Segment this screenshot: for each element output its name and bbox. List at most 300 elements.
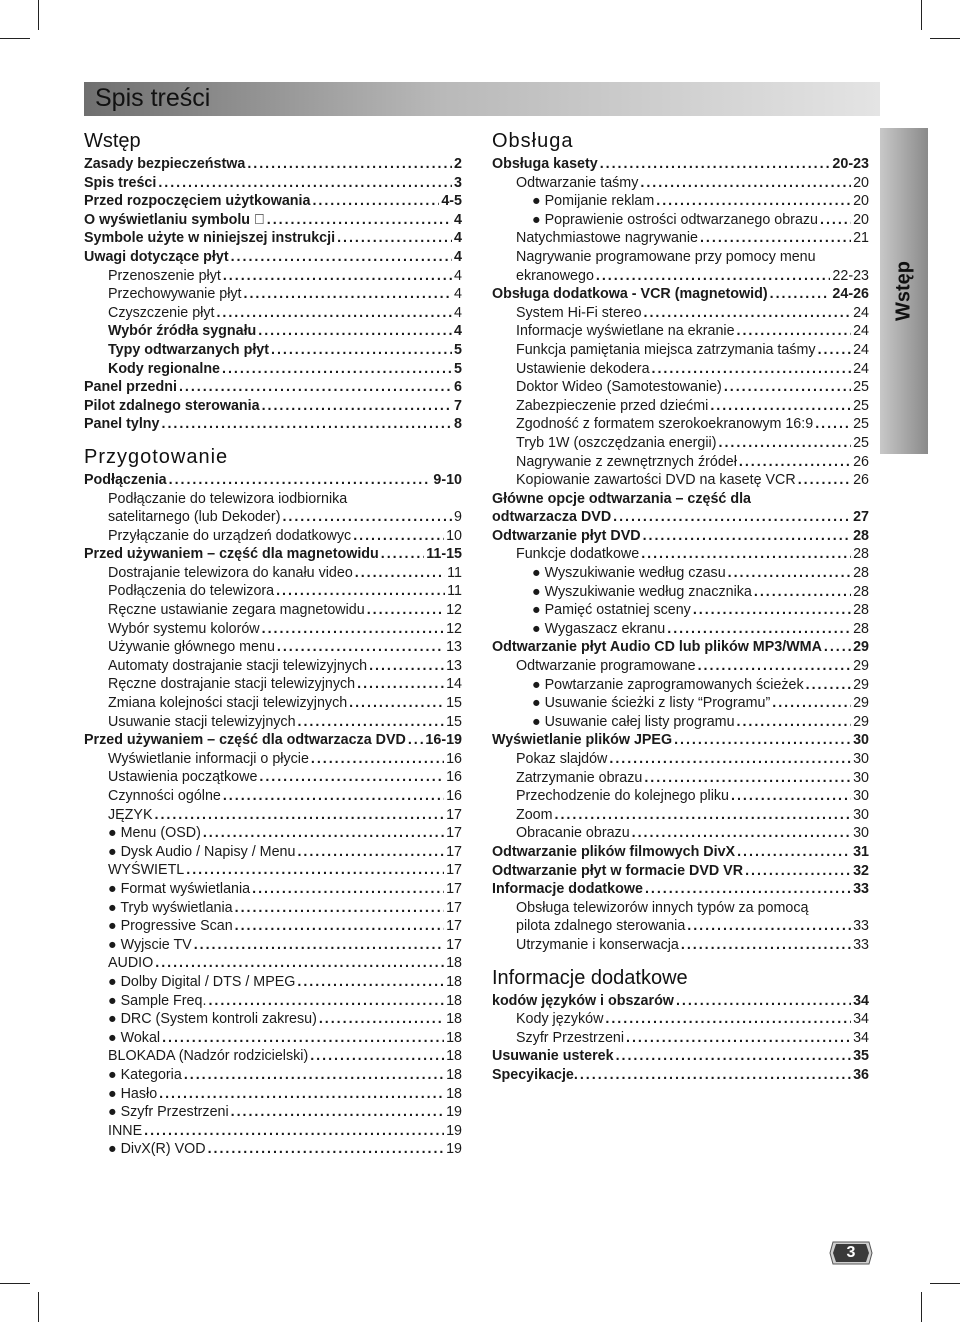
dot-leader bbox=[698, 657, 851, 676]
toc-entry-page: 24 bbox=[853, 341, 869, 358]
toc-entry bbox=[84, 285, 462, 304]
dot-leader bbox=[353, 527, 444, 546]
dot-leader bbox=[674, 731, 851, 750]
toc-entry-title: Czynności ogólne bbox=[108, 788, 221, 804]
toc-entry-page: 4 bbox=[454, 323, 462, 340]
toc-entry-title: Zatrzymanie obrazu bbox=[516, 769, 643, 786]
toc-entry-title: Przenoszenie płyt bbox=[108, 267, 221, 284]
toc-entry-title: Szyfr Przestrzeni bbox=[516, 1029, 625, 1046]
toc-entry-title: Usuwanie usterek bbox=[492, 1048, 614, 1065]
dot-leader bbox=[737, 322, 852, 341]
dot-leader bbox=[216, 304, 452, 323]
dot-leader bbox=[772, 694, 851, 713]
toc-entry-page: 11 bbox=[447, 564, 462, 581]
toc-entry bbox=[84, 341, 462, 360]
dot-leader bbox=[155, 954, 444, 973]
section-spacer bbox=[84, 434, 462, 443]
dot-leader bbox=[645, 880, 851, 899]
section-heading: Informacje dodatkowe bbox=[492, 966, 688, 989]
toc-entry bbox=[492, 285, 869, 304]
toc-entry-page: 18 bbox=[446, 973, 462, 990]
toc-entry-page: 17 bbox=[446, 862, 462, 879]
toc-entry-page: 29 bbox=[853, 713, 869, 730]
crop-mark bbox=[930, 1283, 960, 1284]
toc-entry bbox=[84, 675, 462, 694]
toc-entry-title: Wybór systemu kolorów bbox=[108, 620, 260, 637]
toc-entry-page: 17 bbox=[446, 825, 462, 842]
toc-entry bbox=[492, 824, 869, 843]
toc-entry-page: 18 bbox=[446, 1085, 462, 1102]
toc-entry-title: Dostrajanie telewizora do kanału video bbox=[108, 564, 353, 581]
toc-entry-page: 35 bbox=[853, 1048, 869, 1065]
toc-entry-page: 28 bbox=[853, 546, 869, 563]
toc-entry bbox=[84, 843, 462, 862]
toc-entry-page: 24 bbox=[853, 304, 869, 321]
toc-entry-page: 29 bbox=[853, 639, 869, 656]
toc-entry-page: 15 bbox=[446, 695, 462, 712]
dot-leader bbox=[798, 471, 851, 490]
toc-entry-page: 25 bbox=[853, 397, 869, 414]
toc-entry-page: 2 bbox=[454, 156, 462, 172]
dot-leader bbox=[632, 824, 851, 843]
toc-entry-page: 19 bbox=[446, 1141, 462, 1158]
toc-entry-page: 28 bbox=[853, 583, 869, 600]
toc-entry-title: Ręczne dostrajanie stacji telewizyjnych bbox=[108, 676, 356, 693]
dot-leader bbox=[159, 1085, 444, 1104]
toc-entry bbox=[84, 545, 462, 564]
toc-entry bbox=[492, 750, 869, 769]
toc-entry-title: ● Wyszukiwanie według czasu bbox=[532, 565, 726, 582]
dot-leader bbox=[667, 620, 851, 639]
toc-entry-page: 6 bbox=[454, 379, 462, 396]
toc-entry-title: Doktor Wideo (Samotestowanie) bbox=[516, 379, 722, 396]
toc-entry-page: 30 bbox=[853, 751, 869, 767]
toc-entry-page: 33 bbox=[853, 936, 869, 953]
toc-entry bbox=[492, 155, 869, 174]
dot-leader bbox=[184, 1066, 444, 1085]
toc-entry-title: ekranowego bbox=[516, 267, 594, 284]
toc-entry-page: 27 bbox=[853, 509, 869, 526]
toc-entry-page: 11-15 bbox=[426, 546, 462, 563]
toc-entry bbox=[84, 620, 462, 639]
toc-entry-title: Obsługa kasety bbox=[492, 156, 598, 172]
toc-entry bbox=[492, 360, 869, 379]
toc-entry-page: 18 bbox=[446, 1029, 462, 1046]
dot-leader bbox=[271, 341, 452, 360]
dot-leader bbox=[194, 936, 444, 955]
toc-entry-title: Ustawienie dekodera bbox=[516, 360, 650, 377]
toc-entry-title: ● Powtarzanie zaprogramowanych ścieżek bbox=[532, 676, 804, 693]
toc-entry-page: 4 bbox=[454, 230, 462, 247]
dot-leader bbox=[203, 824, 444, 843]
toc-entry bbox=[492, 192, 869, 211]
toc-entry-title: ● Progressive Scan bbox=[108, 918, 233, 935]
dot-leader bbox=[231, 248, 452, 267]
toc-entry bbox=[84, 694, 462, 713]
toc-entry-title: ● DRC (System kontroli zakresu) bbox=[108, 1011, 317, 1028]
toc-entry-title: Kody języków bbox=[516, 1011, 604, 1028]
dot-leader bbox=[652, 360, 852, 379]
dot-leader bbox=[381, 545, 424, 564]
toc-entry-page: 4 bbox=[454, 248, 462, 265]
toc-entry-title: Przed używaniem – część dla odtwarzacza DVD bbox=[84, 732, 406, 749]
toc-entry bbox=[84, 713, 462, 732]
toc-entry bbox=[492, 769, 869, 788]
toc-entry-page: 29 bbox=[853, 676, 869, 693]
toc-entry bbox=[84, 936, 462, 955]
dot-leader bbox=[311, 750, 444, 769]
dot-leader bbox=[710, 397, 851, 416]
dot-leader bbox=[644, 769, 851, 788]
toc-entry-title: Typy odtwarzanych płyt bbox=[108, 341, 270, 358]
toc-entry bbox=[492, 638, 869, 657]
toc-entry-title: Ręczne ustawianie zegara magnetowidu bbox=[108, 602, 365, 619]
toc-entry bbox=[492, 657, 869, 676]
crop-mark bbox=[0, 38, 30, 39]
toc-entry bbox=[492, 1066, 869, 1085]
dot-leader bbox=[267, 211, 452, 230]
header-bar bbox=[84, 82, 880, 116]
toc-entry-title: Nagrywanie programowane przy pomocy menu bbox=[516, 248, 816, 265]
dot-leader bbox=[155, 806, 445, 825]
toc-left-column bbox=[84, 127, 462, 1159]
dot-leader bbox=[609, 750, 851, 769]
toc-entry-page: 29 bbox=[853, 695, 869, 712]
dot-leader bbox=[231, 1103, 444, 1122]
toc-entry-title: Pokaz slajdów bbox=[516, 751, 608, 767]
toc-entry-page: 7 bbox=[454, 397, 462, 414]
toc-entry bbox=[492, 713, 869, 732]
toc-entry-title: AUDIO bbox=[108, 955, 154, 972]
toc-entry-title: ● Usuwanie całej listy programu bbox=[532, 713, 735, 730]
toc-entry-title: INNE bbox=[108, 1122, 143, 1139]
toc-entry-title: Odtwarzanie płyt Audio CD lub plików MP3/WMA bbox=[492, 639, 822, 656]
dot-leader bbox=[815, 415, 851, 434]
dot-leader bbox=[700, 229, 851, 248]
dot-leader bbox=[681, 936, 851, 955]
toc-entry-title: Przyłączanie do urządzeń dodatkowyc bbox=[108, 527, 352, 544]
toc-entry-page: 4 bbox=[454, 286, 462, 303]
toc-entry-page: 22-23 bbox=[832, 267, 869, 284]
toc-entry bbox=[492, 471, 869, 490]
toc-entry-page: 9-10 bbox=[433, 471, 462, 488]
toc-entry bbox=[84, 787, 462, 806]
toc-entry-page: 12 bbox=[446, 602, 462, 619]
dot-leader bbox=[179, 378, 452, 397]
toc-entry bbox=[84, 527, 462, 546]
toc-entry-title: Przed używaniem – część dla magnetowidu bbox=[84, 546, 379, 563]
toc-entry-page: 11 bbox=[447, 583, 462, 600]
toc-entry-page: 34 bbox=[853, 992, 869, 1009]
toc-entry bbox=[84, 1029, 462, 1048]
toc-entry-page: 12 bbox=[446, 620, 462, 637]
toc-entry-page: 30 bbox=[853, 788, 869, 805]
toc-entry bbox=[84, 917, 462, 936]
toc-entry-title: WYŚWIETL bbox=[108, 862, 185, 879]
toc-entry-title: Nagrywanie z zewnętrznych źródeł bbox=[516, 453, 737, 470]
dot-leader bbox=[276, 582, 445, 601]
toc-entry-title: Usuwanie stacji telewizyjnych bbox=[108, 713, 296, 730]
toc-entry-page: 25 bbox=[853, 416, 869, 433]
toc-entry-title: Zgodność z formatem szerokoekranowym 16:9 bbox=[516, 416, 814, 433]
toc-entry-title: ● Menu (OSD) bbox=[108, 825, 201, 842]
toc-entry-title: Zoom bbox=[516, 806, 553, 823]
toc-entry-title: Wybór źródła sygnału bbox=[108, 323, 257, 340]
toc-entry bbox=[84, 1010, 462, 1029]
toc-entry bbox=[84, 322, 462, 341]
toc-entry bbox=[84, 248, 462, 267]
toc-entry bbox=[492, 843, 869, 862]
toc-entry bbox=[84, 155, 462, 174]
toc-entry-page: 20 bbox=[853, 193, 869, 210]
dot-leader bbox=[719, 434, 852, 453]
toc-entry-page: 14 bbox=[446, 676, 462, 693]
toc-entry-page: 26 bbox=[853, 472, 869, 489]
toc-entry bbox=[84, 954, 462, 973]
toc-entry-page: 20-23 bbox=[832, 156, 869, 172]
toc-entry-page: 20 bbox=[853, 174, 869, 191]
toc-entry-page: 28 bbox=[853, 565, 869, 582]
dot-leader bbox=[162, 415, 453, 434]
toc-entry-title: Odtwarzanie płyt DVD bbox=[492, 527, 641, 544]
toc-entry-page: 5 bbox=[454, 360, 462, 377]
dot-leader bbox=[737, 843, 851, 862]
toc-entry-page: 24 bbox=[853, 360, 869, 377]
toc-entry-page: 33 bbox=[853, 881, 869, 898]
dot-leader bbox=[656, 192, 851, 211]
toc-entry bbox=[492, 731, 869, 750]
toc-entry bbox=[492, 322, 869, 341]
page-number-badge bbox=[828, 1240, 874, 1266]
toc-entry-page: 24 bbox=[853, 323, 869, 340]
dot-leader bbox=[357, 675, 444, 694]
toc-entry-title: Ustawienia początkowe bbox=[108, 769, 258, 786]
toc-entry bbox=[492, 1029, 869, 1048]
toc-entry-title: Zasady bezpieczeństwa bbox=[84, 156, 246, 172]
dot-leader bbox=[641, 545, 851, 564]
dot-leader bbox=[337, 229, 452, 248]
toc-entry-title: Podłączenia bbox=[84, 471, 167, 488]
toc-entry-page: 32 bbox=[853, 862, 869, 879]
toc-entry bbox=[492, 583, 869, 602]
toc-entry-title: ● Tryb wyświetlania bbox=[108, 899, 233, 916]
toc-entry-title: ● Wygaszacz ekranu bbox=[532, 620, 666, 637]
dot-leader bbox=[162, 1029, 444, 1048]
toc-entry-title: Przed rozpoczęciem użytkowania bbox=[84, 193, 311, 210]
toc-entry-title: ● DivX(R) VOD bbox=[108, 1141, 206, 1158]
toc-entry-title: Używanie głównego menu bbox=[108, 639, 275, 656]
toc-entry-page: 30 bbox=[853, 769, 869, 786]
toc-entry bbox=[492, 806, 869, 825]
dot-leader bbox=[235, 899, 444, 918]
toc-entry-title: Wyświetlanie informacji o płycie bbox=[108, 750, 309, 767]
toc-entry bbox=[492, 341, 869, 360]
toc-entry bbox=[492, 545, 869, 564]
toc-entry bbox=[84, 304, 462, 323]
toc-entry-title: Panel przedni bbox=[84, 379, 177, 396]
toc-entry-title: ● Kategoria bbox=[108, 1066, 182, 1083]
toc-entry-page: 18 bbox=[446, 1011, 462, 1028]
toc-entry bbox=[84, 229, 462, 248]
toc-entry-title: ● Sample Freq. bbox=[108, 992, 207, 1009]
toc-entry bbox=[84, 750, 462, 769]
dot-leader bbox=[728, 564, 851, 583]
toc-entry-title: Zabezpieczenie przed dziećmi bbox=[516, 397, 709, 414]
toc-entry-page: 33 bbox=[853, 918, 869, 935]
toc-entry-title: Główne opcje odtwarzania – część dla bbox=[492, 490, 752, 507]
toc-entry-title: O wyświetlaniu symbolu ⃠ bbox=[84, 211, 265, 228]
toc-entry bbox=[84, 1066, 462, 1085]
toc-entry-title: Odtwarzanie plików filmowych DivX bbox=[492, 843, 736, 860]
toc-entry bbox=[492, 397, 869, 416]
dot-leader bbox=[144, 1122, 444, 1141]
dot-leader bbox=[258, 322, 452, 341]
toc-entry bbox=[84, 880, 462, 899]
toc-entry-page: 18 bbox=[446, 1048, 462, 1065]
toc-entry bbox=[84, 360, 462, 379]
toc-entry-title: odtwarzacza DVD bbox=[492, 509, 612, 526]
toc-entry-page: 19 bbox=[446, 1104, 462, 1121]
dot-leader bbox=[600, 155, 831, 174]
toc-entry bbox=[492, 601, 869, 620]
toc-entry bbox=[492, 992, 869, 1011]
dot-leader bbox=[745, 862, 851, 881]
toc-entry-title: ● Wyszukiwanie według znacznika bbox=[532, 583, 752, 600]
toc-entry-title: Informacje dodatkowe bbox=[492, 881, 643, 898]
toc-entry bbox=[84, 1103, 462, 1122]
dot-leader bbox=[754, 583, 851, 602]
crop-mark bbox=[38, 0, 39, 30]
toc-entry bbox=[492, 917, 869, 936]
toc-entry bbox=[84, 582, 462, 601]
section-heading: Obsługa bbox=[492, 130, 574, 152]
dot-leader bbox=[820, 211, 851, 230]
toc-entry-title: JĘZYK bbox=[108, 806, 153, 823]
toc-entry-page: 10 bbox=[446, 527, 462, 544]
dot-leader bbox=[297, 973, 444, 992]
toc-entry bbox=[492, 304, 869, 323]
toc-entry-page: 4 bbox=[454, 267, 462, 284]
dot-leader bbox=[208, 1140, 445, 1159]
toc-entry bbox=[492, 248, 869, 267]
toc-entry-page: 28 bbox=[853, 527, 869, 544]
dot-leader bbox=[244, 285, 453, 304]
toc-entry bbox=[492, 1010, 869, 1029]
toc-entry-page: 25 bbox=[853, 379, 869, 396]
toc-entry-title: Automaty dostrajanie stacji telewizyjnych bbox=[108, 657, 368, 674]
toc-entry-page: 17 bbox=[446, 918, 462, 935]
toc-entry-title: ● Dysk Audio / Napisy / Menu bbox=[108, 843, 296, 860]
toc-entry bbox=[84, 861, 462, 880]
dot-leader bbox=[186, 861, 444, 880]
dot-leader bbox=[277, 638, 444, 657]
toc-entry bbox=[492, 1047, 869, 1066]
toc-entry-title: ● Dolby Digital / DTS / MPEG bbox=[108, 973, 296, 990]
toc-entry-title: kodów języków i obszarów bbox=[492, 992, 674, 1009]
toc-entry bbox=[492, 620, 869, 639]
dot-leader bbox=[580, 1066, 851, 1085]
toc-entry bbox=[84, 415, 462, 434]
toc-entry bbox=[84, 267, 462, 286]
toc-entry-title: Podłączanie do telewizora iodbiornika bbox=[108, 490, 348, 507]
toc-entry-title: Podłączenia do telewizora bbox=[108, 583, 275, 600]
toc-entry-title: ● Wokal bbox=[108, 1029, 161, 1046]
toc-entry bbox=[492, 229, 869, 248]
toc-entry-title: Kody regionalne bbox=[108, 360, 221, 377]
dot-leader bbox=[693, 601, 851, 620]
dot-leader bbox=[310, 1047, 444, 1066]
toc-entry-page: 4-5 bbox=[441, 193, 462, 210]
toc-entry bbox=[492, 267, 869, 286]
section-heading: Wstęp bbox=[84, 130, 141, 152]
section-heading: Przygotowanie bbox=[84, 445, 229, 468]
toc-entry bbox=[492, 453, 869, 472]
toc-entry-title: System Hi-Fi stereo bbox=[516, 304, 642, 321]
toc-entry-title: Odtwarzanie taśmy bbox=[516, 174, 639, 191]
toc-entry-title: Utrzymanie i konserwacja bbox=[516, 936, 679, 953]
crop-mark bbox=[921, 1292, 922, 1322]
dot-leader bbox=[613, 508, 851, 527]
toc-entry-page: 34 bbox=[853, 1029, 869, 1046]
section-side-tab bbox=[880, 128, 928, 454]
toc-entry-page: 30 bbox=[853, 806, 869, 823]
toc-entry-page: 13 bbox=[446, 657, 462, 674]
toc-entry-title: Zmiana kolejności stacji telewizyjnych bbox=[108, 695, 348, 712]
toc-entry-title: ● Pamięć ostatniej sceny bbox=[532, 602, 691, 619]
dot-leader bbox=[605, 1010, 851, 1029]
toc-entry bbox=[84, 1140, 462, 1159]
toc-entry-page: 29 bbox=[853, 658, 869, 675]
toc-entry-title: Funkcja pamiętania miejsca zatrzymania taśmy bbox=[516, 341, 816, 358]
dot-leader bbox=[223, 787, 444, 806]
dot-leader bbox=[824, 638, 851, 657]
toc-entry-title: Obracanie obrazu bbox=[516, 825, 630, 842]
dot-leader bbox=[818, 341, 852, 360]
toc-entry-page: 20 bbox=[853, 211, 869, 228]
toc-entry-title: Uwagi dotyczące płyt bbox=[84, 248, 229, 265]
dot-leader bbox=[297, 843, 444, 862]
dot-leader bbox=[259, 768, 444, 787]
toc-entry-title: Obsługa telewizorów innych typów za pomocą bbox=[516, 899, 809, 916]
toc-entry-title: Odtwarzanie programowane bbox=[516, 658, 696, 675]
toc-entry-title: ● Szyfr Przestrzeni bbox=[108, 1104, 229, 1121]
toc-entry-page: 36 bbox=[853, 1066, 869, 1083]
toc-entry bbox=[84, 1085, 462, 1104]
dot-leader bbox=[806, 676, 851, 695]
toc-entry bbox=[492, 936, 869, 955]
dot-leader bbox=[555, 806, 852, 825]
toc-entry-page: 4 bbox=[454, 211, 462, 228]
toc-entry bbox=[84, 192, 462, 211]
toc-entry-title: ● Hasło bbox=[108, 1085, 158, 1102]
toc-entry bbox=[84, 824, 462, 843]
toc-entry-title: Kopiowanie zawartości DVD na kasetę VCR bbox=[516, 472, 796, 489]
toc-entry-page: 28 bbox=[853, 602, 869, 619]
dot-leader bbox=[298, 713, 445, 732]
toc-entry bbox=[492, 862, 869, 881]
toc-entry bbox=[492, 434, 869, 453]
dot-leader bbox=[724, 378, 851, 397]
crop-mark bbox=[930, 38, 960, 39]
toc-entry-title: Informacje wyświetlane na ekranie bbox=[516, 323, 735, 340]
toc-entry bbox=[84, 174, 462, 193]
toc-entry bbox=[492, 564, 869, 583]
dot-leader bbox=[408, 731, 424, 750]
toc-entry-page: 16-19 bbox=[425, 732, 462, 749]
page-number: 3 bbox=[846, 1244, 856, 1261]
dot-leader bbox=[158, 174, 452, 193]
toc-entry bbox=[84, 211, 462, 230]
